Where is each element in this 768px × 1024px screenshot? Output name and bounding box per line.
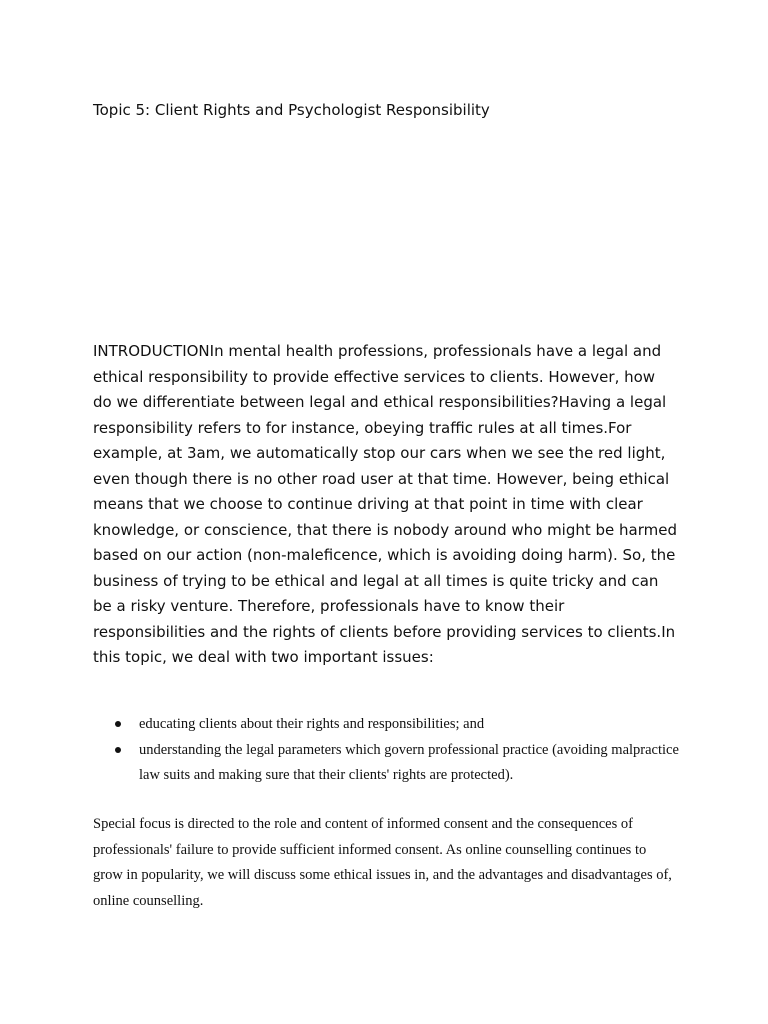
list-item-text: educating clients about their rights and responsibilities; and <box>139 716 485 732</box>
intro-paragraph: INTRODUCTIONIn mental health professions, professionals have a legal and ethical responsibility to provide effective services to clients. However, how do we differentiate between legal and ethical responsibilities?Having a legal responsibility refers to for instance, obeying traffic rules at all times.For example, at 3am, we automatically stop our cars when we see the red light, even though there is no other road user at that time. However, being ethical means that we choose to continue driving at that point in time with clear knowledge, or conscience, that there is nobody around who might be harmed based on our action (non-maleficence, which is avoiding doing harm). So, the business of trying to be ethical and legal at all times is quite tricky and can be a risky venture. Therefore, professionals have to know their responsibilities and the rights of clients before providing services to clients.In this topic, we deal with two important issues: <box>93 342 678 666</box>
bullet-list <box>93 712 683 789</box>
page-title: Topic 5: Client Rights and Psychologist Responsibility <box>93 101 490 119</box>
special-focus-paragraph: Special focus is directed to the role and content of informed consent and the consequences of professionals' failure to provide sufficient informed consent. As online counselling continues to grow in popularity, we will discuss some ethical issues in, and the advantages and disadvantages of, online counselling. <box>93 816 672 909</box>
bullet-icon <box>115 747 121 753</box>
list-item <box>93 738 683 789</box>
bullet-icon <box>115 721 121 727</box>
list-item <box>93 712 683 738</box>
list-item-text: understanding the legal parameters which govern professional practice (avoiding malpractice law suits and making sure that their clients' rights are protected). <box>139 741 679 783</box>
